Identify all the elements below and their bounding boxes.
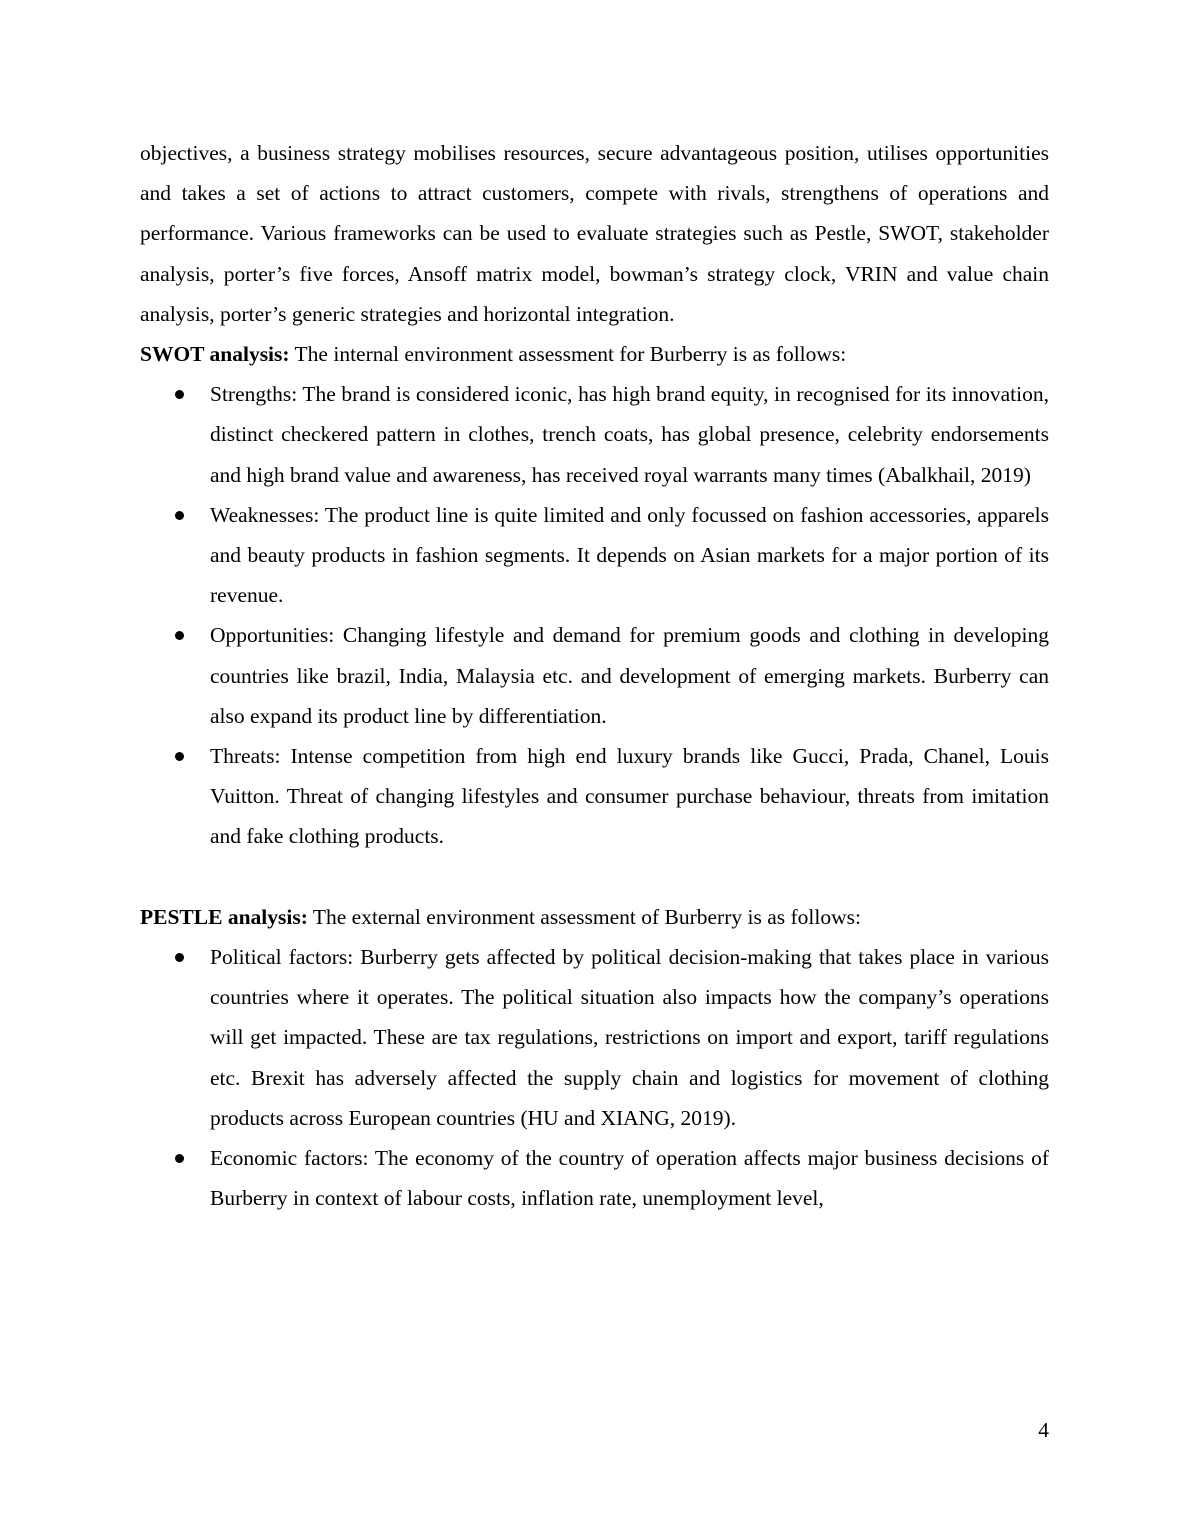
bullet-icon: [175, 390, 184, 399]
bullet-icon: [175, 752, 184, 761]
swot-list: [140, 374, 1049, 856]
swot-weaknesses: Weaknesses: The product line is quite limited and only focussed on fashion accessories, apparels and beauty products in fashion segments. It depends on Asian markets for a major portion of its revenue.: [210, 502, 1049, 608]
intro-paragraph: objectives, a business strategy mobilises resources, secure advantageous position, utilises opportunities and takes a set of actions to attract customers, compete with rivals, strengthens of operations and performance. Various frameworks can be used to evaluate strategies such as Pestle, SWOT, stakeholder analysis, porter’s five forces, Ansoff matrix model, bowman’s strategy clock, VRIN and value chain analysis, porter’s generic strategies and horizontal integration.: [140, 141, 1049, 326]
pestle-heading-line: [140, 897, 1049, 937]
pestle-political: Political factors: Burberry gets affected by political decision-making that takes place in various countries where it operates. The political situation also impacts how the company’s operations will get impacted. These are tax regulations, restrictions on import and export, tariff regulations etc. Brexit has adversely affected the supply chain and logistics for movement of clothing products across European countries (HU and XIANG, 2019).: [210, 945, 1049, 1130]
list-item: [140, 615, 1049, 736]
page-number: 4: [1038, 1418, 1049, 1442]
swot-lead: The internal environment assessment for Burberry is as follows:: [289, 342, 847, 367]
pestle-heading: PESTLE analysis:: [140, 904, 308, 929]
list-item: [140, 736, 1049, 857]
bullet-icon: [175, 953, 184, 962]
swot-opportunities: Opportunities: Changing lifestyle and demand for premium goods and clothing in developing countries like brazil, India, Malaysia etc. and development of emerging markets. Burberry can also expand its product line by differentiation.: [210, 623, 1049, 728]
list-item: [140, 374, 1049, 495]
swot-heading-line: [140, 334, 1049, 374]
list-item: [140, 1138, 1049, 1218]
document-body: [140, 133, 1049, 1218]
swot-heading: SWOT analysis:: [140, 342, 290, 367]
bullet-icon: [175, 631, 184, 640]
swot-strengths: Strengths: The brand is considered iconic, has high brand equity, in recognised for its innovation, distinct checkered pattern in clothes, trench coats, has global presence, celebrity endorsements and high brand value and awareness, has received royal warrants many times (Abalkhail, 2019): [210, 382, 1049, 487]
list-item: [140, 937, 1049, 1138]
swot-threats: Threats: Intense competition from high end luxury brands like Gucci, Prada, Chanel, Louis Vuitton. Threat of changing lifestyles and consumer purchase behaviour, threats from imitation and fake clothing products.: [210, 744, 1049, 849]
bullet-icon: [175, 1154, 184, 1163]
pestle-economic: Economic factors: The economy of the country of operation affects major business decisions of Burberry in context of labour costs, inflation rate, unemployment level,: [210, 1146, 1049, 1211]
blank-line: [140, 857, 1049, 897]
pestle-list: [140, 937, 1049, 1218]
list-item: [140, 495, 1049, 616]
bullet-icon: [175, 511, 184, 520]
pestle-lead: The external environment assessment of Burberry is as follows:: [307, 904, 861, 929]
